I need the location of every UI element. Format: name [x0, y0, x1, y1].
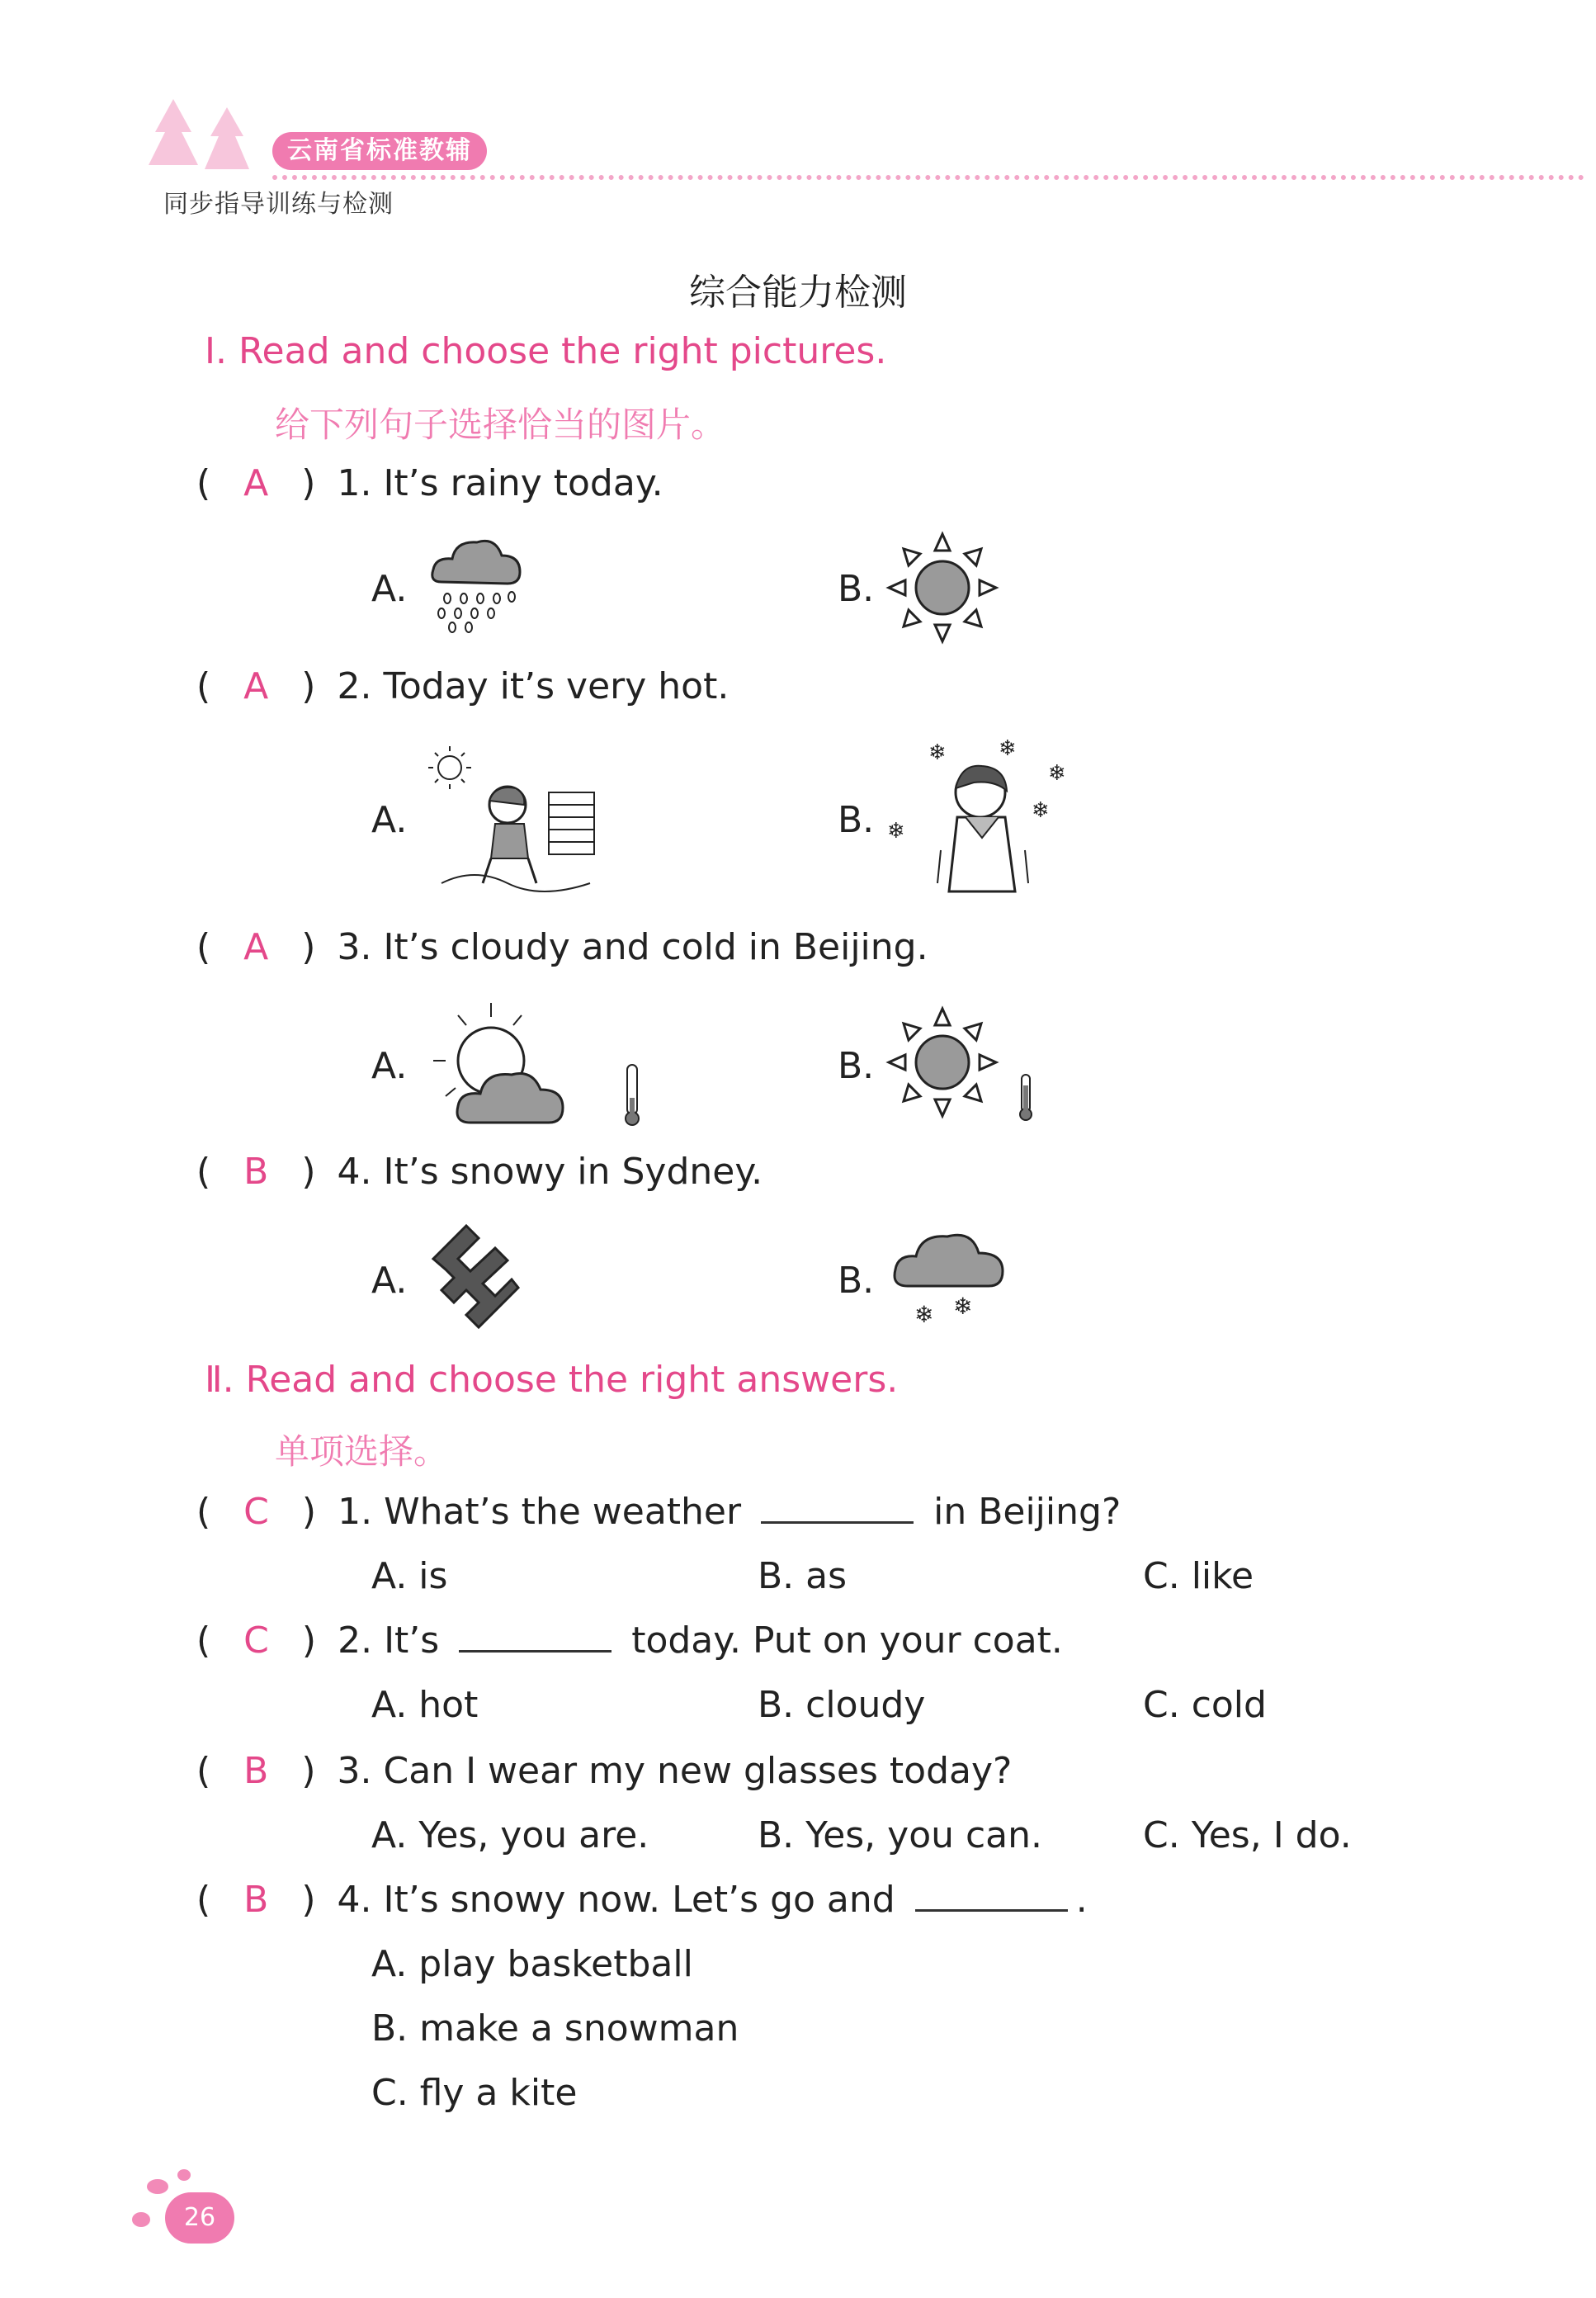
answer: B [243, 1879, 269, 1921]
paren-close: ) [301, 1619, 317, 1662]
s1-question-3 [196, 926, 928, 968]
paren-close: ) [301, 1491, 317, 1533]
section2-instruction: 单项选择。 [275, 1431, 449, 1472]
number: 1. [337, 462, 372, 504]
option-a: A. is [371, 1555, 448, 1597]
sunny-hot-icon [887, 1007, 1052, 1123]
svg-text:❄: ❄ [999, 736, 1017, 761]
section1-title: Ⅰ. Read and choose the right pictures. [205, 330, 887, 372]
number: 3. [337, 926, 372, 968]
s1-question-2 [196, 665, 729, 707]
option-b: B. as [758, 1555, 848, 1597]
question-text-post: in Beijing? [933, 1491, 1121, 1533]
sun-icon [887, 532, 999, 644]
question-text: Can I wear my new glasses today? [383, 1750, 1013, 1792]
question-text: It’s snowy in Sydney. [383, 1151, 763, 1193]
option-a: A. hot [371, 1684, 479, 1726]
number: 4. [337, 1879, 372, 1921]
svg-text:❄: ❄ [928, 740, 947, 765]
option-a: A. Yes, you are. [371, 1814, 649, 1856]
question-text-post: . [1075, 1879, 1088, 1921]
answer: B [243, 1750, 269, 1792]
section2-title: Ⅱ. Read and choose the right answers. [205, 1359, 899, 1401]
option-b-label: B. [838, 799, 875, 841]
snow-cloud-icon [891, 1222, 1011, 1333]
rain-cloud-icon [429, 532, 528, 640]
answer: A [243, 665, 269, 707]
option-b: B. make a snowman [371, 2007, 739, 2050]
question-text-pre: It’s [384, 1619, 440, 1662]
s1-question-1 [196, 462, 663, 504]
paren-open: ( [196, 1879, 211, 1921]
option-a-label: A. [371, 568, 408, 610]
s1-question-4 [196, 1151, 763, 1193]
answer-blank [761, 1513, 914, 1524]
option-b-label: B. [838, 568, 875, 610]
paren-close: ) [301, 1750, 316, 1792]
s2-question-2 [196, 1619, 1063, 1662]
paren-close: ) [301, 1151, 316, 1193]
paren-open: ( [196, 462, 211, 504]
decor-dot [132, 2212, 150, 2227]
paren-close: ) [301, 1879, 316, 1921]
number: 3. [337, 1750, 372, 1792]
hot-weather-boy-icon [425, 743, 602, 900]
option-b: B. cloudy [758, 1684, 926, 1726]
paren-open: ( [196, 665, 211, 707]
answer: C [243, 1491, 269, 1533]
answer-blank [915, 1901, 1068, 1912]
paren-open: ( [196, 1750, 211, 1792]
option-b-label: B. [838, 1260, 875, 1302]
series-badge: 云南省标准教辅 [272, 132, 487, 170]
question-text: Today it’s very hot. [383, 665, 730, 707]
question-text-pre: It’s snowy now. Let’s go and [383, 1879, 895, 1921]
question-text: It’s cloudy and cold in Beijing. [383, 926, 928, 968]
decor-dot [177, 2169, 191, 2181]
book-subtitle: 同步指导训练与检测 [163, 190, 394, 219]
paren-close: ) [301, 926, 316, 968]
number: 2. [337, 665, 372, 707]
option-a-label: A. [371, 1260, 408, 1302]
answer: A [243, 926, 269, 968]
paren-close: ) [301, 462, 316, 504]
question-text: It’s rainy today. [383, 462, 663, 504]
option-b-label: B. [838, 1045, 875, 1087]
trees-decoration-icon [149, 99, 272, 177]
svg-text:❄: ❄ [1032, 798, 1050, 823]
number: 2. [338, 1619, 373, 1662]
option-b: B. Yes, you can. [758, 1814, 1043, 1856]
paren-open: ( [196, 1619, 211, 1662]
question-text-pre: What’s the weather [384, 1491, 742, 1533]
option-c: C. cold [1143, 1684, 1267, 1726]
svg-text:❄: ❄ [1048, 761, 1066, 786]
cold-girl-snow-icon [883, 735, 1085, 900]
option-c: C. like [1143, 1555, 1254, 1597]
svg-text:❄: ❄ [914, 1301, 934, 1328]
cloudy-cold-icon [429, 999, 652, 1131]
question-text-post: today. Put on your coat. [631, 1619, 1063, 1662]
decor-dot [147, 2179, 168, 2194]
option-a: A. play basketball [371, 1943, 693, 1985]
s2-question-1 [196, 1491, 1121, 1533]
s2-question-4 [196, 1879, 1088, 1921]
s2-question-3 [196, 1750, 1012, 1792]
answer: A [243, 462, 269, 504]
svg-text:❄: ❄ [887, 819, 905, 844]
paren-close: ) [301, 665, 316, 707]
answer: C [243, 1619, 269, 1662]
option-c: C. Yes, I do. [1143, 1814, 1352, 1856]
page-number: 26 [165, 2192, 234, 2244]
page-title: 综合能力检测 [689, 272, 907, 314]
option-a-label: A. [371, 799, 408, 841]
section1-instruction: 给下列句子选择恰当的图片。 [275, 404, 726, 445]
header-divider [272, 175, 1584, 180]
paren-open: ( [196, 1151, 211, 1193]
svg-text:❄: ❄ [953, 1293, 973, 1320]
number: 1. [338, 1491, 373, 1533]
option-c: C. fly a kite [371, 2072, 578, 2114]
answer: B [243, 1151, 269, 1193]
windy-flag-icon [429, 1222, 520, 1333]
number: 4. [337, 1151, 372, 1193]
answer-blank [459, 1642, 611, 1653]
paren-open: ( [196, 926, 211, 968]
option-a-label: A. [371, 1045, 408, 1087]
paren-open: ( [196, 1491, 211, 1533]
